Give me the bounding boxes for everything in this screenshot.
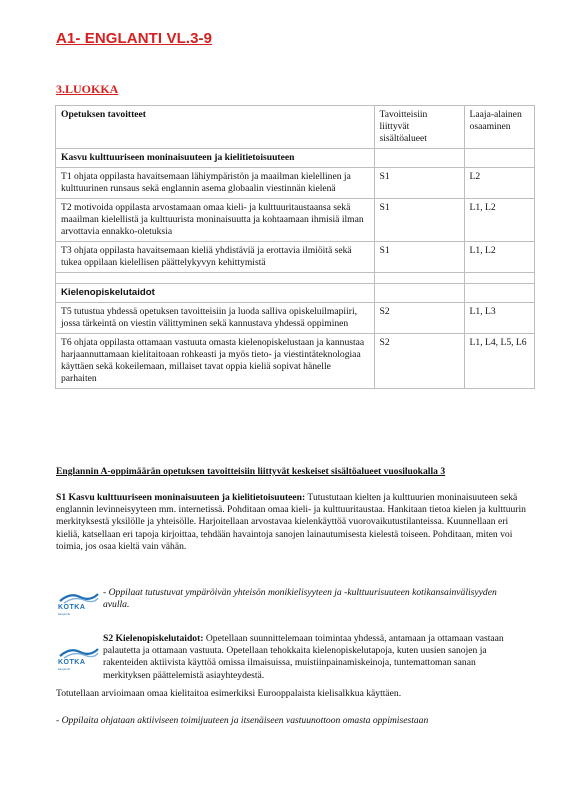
competence-cell: L1, L2 xyxy=(464,242,534,273)
goal-cell: T1 ohjata oppilasta havaitsemaan lähiympäristön ja maailman kielellinen ja kulttuurinen runsaus sekä englannin asema globaalin viestinnän kielenä xyxy=(56,168,375,199)
section-row-study-skills xyxy=(56,284,535,303)
s2-note: - Oppilaita ohjataan aktiiviseen toimijuuteen ja itsenäiseen vastuunottoon omasta oppimisestaan xyxy=(56,715,429,726)
s1-text: Tutustutaan kielten ja kulttuurien moninaisuuteen sekä englannin levinneisyyteen mm. internetissä. Pohditaan omaa kieli- ja kulttuuritaustaa. Hankitaan tietoa kielen ja kulttuurin merkityksestä yksilölle ja yhteisölle. Harjoitellaan arvostavaa kielenkäyttöä vuorovaikutustilanteissa. Kuunnellaan eri kieliä, katsellaan eri tapoja kirjoittaa, tehdään havaintoja sanojen lainautumisesta kielestä toiseen. Pohditaan, miten voi toimia, jos osaa kieltä vain vähän. xyxy=(56,492,526,552)
section-title-study-skills: Kielenopiskelutaidot xyxy=(56,284,375,303)
document-title: A1- ENGLANTI VL.3-9 xyxy=(56,30,213,47)
table-header-row xyxy=(56,106,535,149)
goal-cell: T6 ohjata oppilasta ottamaan vastuuta omasta kielenopiskelustaan ja kannustaa harjaannuttamaan kielitaitoaan rohkeasti ja myös tieto- ja viestintäteknologiaa käyttäen sekä kokeilemaan, millaiset tavat oppia kieliä sopivat hänelle parhaiten xyxy=(56,334,375,389)
goal-cell: T5 tutustua yhdessä opetuksen tavoitteisiin ja luoda salliva opiskeluilmapiiri, jossa tärkeintä on viestin välittyminen sekä kannustava yhdessä oppiminen xyxy=(56,303,375,334)
s1-paragraph xyxy=(56,492,534,553)
table-row xyxy=(56,168,535,199)
empty-row xyxy=(56,273,535,284)
content-areas-heading: Englannin A-oppimäärän opetuksen tavoitteisiin liittyvät keskeiset sisältöalueet vuosiluokalla 3 xyxy=(56,466,446,477)
competence-cell: L2 xyxy=(464,168,534,199)
grade-heading: 3.LUOKKA xyxy=(56,82,119,96)
section-row-cultural xyxy=(56,149,535,168)
content-cell: S2 xyxy=(374,303,464,334)
table-row xyxy=(56,303,535,334)
header-goals: Opetuksen tavoitteet xyxy=(56,106,375,149)
kotka-wave-icon xyxy=(58,645,100,659)
kotka-logo xyxy=(58,590,100,616)
s2-text: Opetellaan suunnittelemaan toimintaa yhdessä, antamaan ja ottamaan vastaan palautetta ja ottamaan vastuuta. Opetellaan tehokkaita kielenopiskelutapoja, kuten uusien sanojen ja rakenteiden aktiivista käyttöä omissa ilmaisuissa, muistiinpainamiskeinoja, tuntemattoman sanan merkityksen päättelemistä asiayhteydestä. xyxy=(103,633,504,681)
header-competence: Laaja-alainen osaaminen xyxy=(464,106,534,149)
s2-title: S2 Kielenopiskelutaidot: xyxy=(103,633,204,644)
content-cell: S1 xyxy=(374,168,464,199)
competence-cell: L1, L2 xyxy=(464,199,534,242)
s1-note: - Oppilaat tutustuvat ympäröivän yhteisön monikielisyyteen ja -kulttuurisuuteen kotikansainvälisyyden avulla. xyxy=(103,587,497,611)
content-cell: S2 xyxy=(374,334,464,389)
goal-cell: T2 motivoida oppilasta arvostamaan omaa kieli- ja kulttuuritaustaansa sekä maailman kielellistä ja kulttuurista moninaisuutta ja kohtaamaan ihmisiä ilman arvottavia ennakko-oletuksia xyxy=(56,199,375,242)
header-content-areas: Tavoitteisiin liittyvät sisältöalueet xyxy=(374,106,464,149)
kotka-logo-word: KOTKA xyxy=(58,604,86,611)
content-cell: S1 xyxy=(374,199,464,242)
goal-cell: T3 ohjata oppilasta havaitsemaan kieliä yhdistäviä ja erottavia ilmiöitä sekä tukea oppilaan kielellisen päättelykyvyn kehittymistä xyxy=(56,242,375,273)
kotka-logo-tagline: kaupunki xyxy=(58,667,71,671)
content-cell: S1 xyxy=(374,242,464,273)
s2-paragraph xyxy=(103,633,523,682)
competence-cell: L1, L4, L5, L6 xyxy=(464,334,534,389)
section-title-cultural: Kasvu kulttuuriseen moninaisuuteen ja kielitietoisuuteen xyxy=(56,149,375,168)
kotka-wave-icon xyxy=(58,590,100,604)
competence-cell: L1, L3 xyxy=(464,303,534,334)
kotka-logo-word: KOTKA xyxy=(58,659,86,666)
goals-table xyxy=(55,105,535,389)
s2-paragraph-2: Totutellaan arvioimaan omaa kielitaitoa esimerkiksi Eurooppalaista kielisalkkua käyttäen. xyxy=(56,688,402,699)
s1-title: S1 Kasvu kulttuuriseen moninaisuuteen ja kielitietoisuuteen: xyxy=(56,492,306,503)
table-row xyxy=(56,199,535,242)
table-row xyxy=(56,242,535,273)
kotka-logo-tagline: kaupunki xyxy=(58,612,71,616)
table-row xyxy=(56,334,535,389)
kotka-logo xyxy=(58,645,100,671)
